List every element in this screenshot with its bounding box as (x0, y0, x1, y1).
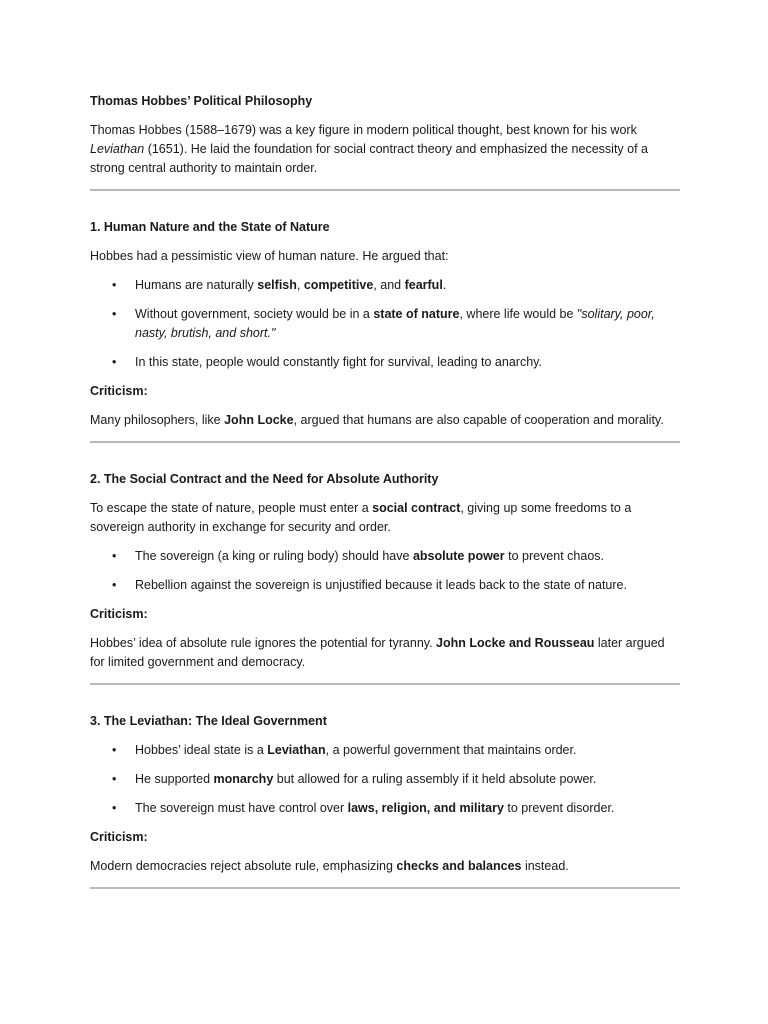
section-heading: 3. The Leviathan: The Ideal Government (90, 714, 327, 728)
list-text: . (442, 278, 447, 292)
bullet-list (90, 547, 680, 595)
quote-text: "solitary, poor, nasty, brutish, and short." (135, 307, 655, 340)
list-text: to prevent chaos. (504, 549, 604, 563)
list-text: , (296, 278, 304, 292)
list-item (90, 305, 680, 343)
criticism-text: Modern democracies reject absolute rule, emphasizing (90, 859, 397, 873)
emphasis-text: fearful (404, 278, 443, 292)
list-text: Humans are naturally (135, 278, 258, 292)
list-text: , a powerful government that maintains order. (325, 743, 577, 757)
emphasis-text: Leviathan (267, 743, 326, 757)
list-text: , and (373, 278, 405, 292)
list-item (90, 547, 680, 566)
bullet-icon: • (112, 278, 117, 292)
emphasis-text: selfish (257, 278, 297, 292)
bullet-list (90, 741, 680, 818)
criticism-text: Hobbes’ idea of absolute rule ignores the potential for tyranny. (90, 636, 437, 650)
list-text: , where life would be (459, 307, 577, 321)
bullet-icon: • (112, 578, 117, 592)
criticism-label: Criticism: (90, 607, 148, 621)
emphasis-text: social contract (372, 501, 461, 515)
emphasis-text: competitive (303, 278, 374, 292)
list-text: Without government, society would be in a (135, 307, 374, 321)
intro-paragraph (90, 121, 680, 178)
paragraph-text: , giving up some freedoms to a sovereign authority in exchange for security and order. (90, 501, 632, 534)
emphasis-text: checks and balances (396, 859, 522, 873)
emphasis-text: John Locke and Rousseau (436, 636, 595, 650)
section-divider (90, 887, 680, 889)
emphasis-text: monarchy (213, 772, 274, 786)
list-text: The sovereign (a king or ruling body) should have (135, 549, 413, 563)
bullet-icon: • (112, 549, 117, 563)
bullet-icon: • (112, 801, 117, 815)
list-text: The sovereign must have control over (135, 801, 348, 815)
section-heading: 2. The Social Contract and the Need for Absolute Authority (90, 472, 439, 486)
list-text: Rebellion against the sovereign is unjustified because it leads back to the state of nature. (135, 578, 627, 592)
emphasis-text: state of nature (373, 307, 460, 321)
criticism-text: later argued for limited government and democracy. (90, 636, 665, 669)
list-item (90, 741, 680, 760)
criticism-paragraph (90, 411, 680, 430)
criticism-label: Criticism: (90, 384, 148, 398)
list-text: Hobbes’ ideal state is a (135, 743, 268, 757)
list-item (90, 770, 680, 789)
criticism-paragraph (90, 857, 680, 876)
emphasis-text: absolute power (412, 549, 505, 563)
paragraph-text: To escape the state of nature, people must enter a (90, 501, 373, 515)
list-item (90, 576, 680, 595)
list-item (90, 353, 680, 372)
section-paragraph: Hobbes had a pessimistic view of human nature. He argued that: (90, 249, 449, 263)
list-text: He supported (135, 772, 214, 786)
list-text: but allowed for a ruling assembly if it held absolute power. (273, 772, 597, 786)
section-paragraph (90, 499, 680, 537)
document-title: Thomas Hobbes’ Political Philosophy (90, 94, 313, 108)
document-body (90, 92, 680, 889)
criticism-text: , argued that humans are also capable of cooperation and morality. (293, 413, 664, 427)
list-text: In this state, people would constantly fight for survival, leading to anarchy. (135, 355, 542, 369)
list-item (90, 799, 680, 818)
criticism-text: Many philosophers, like (90, 413, 225, 427)
criticism-label: Criticism: (90, 830, 148, 844)
intro-work-title: Leviathan (90, 142, 145, 156)
intro-text: Thomas Hobbes (1588–1679) was a key figure in modern political thought, best known for his work (90, 123, 637, 137)
list-item (90, 276, 680, 295)
emphasis-text: John Locke (224, 413, 294, 427)
bullet-icon: • (112, 355, 117, 369)
bullet-list (90, 276, 680, 372)
bullet-icon: • (112, 307, 117, 321)
bullet-icon: • (112, 772, 117, 786)
list-text: to prevent disorder. (503, 801, 615, 815)
section-heading: 1. Human Nature and the State of Nature (90, 220, 330, 234)
emphasis-text: laws, religion, and military (347, 801, 504, 815)
intro-text-end: (1651). He laid the foundation for social contract theory and emphasized the necessity of a strong central authority to maintain order. (90, 142, 648, 175)
criticism-text: instead. (521, 859, 569, 873)
criticism-paragraph (90, 634, 680, 672)
bullet-icon: • (112, 743, 117, 757)
